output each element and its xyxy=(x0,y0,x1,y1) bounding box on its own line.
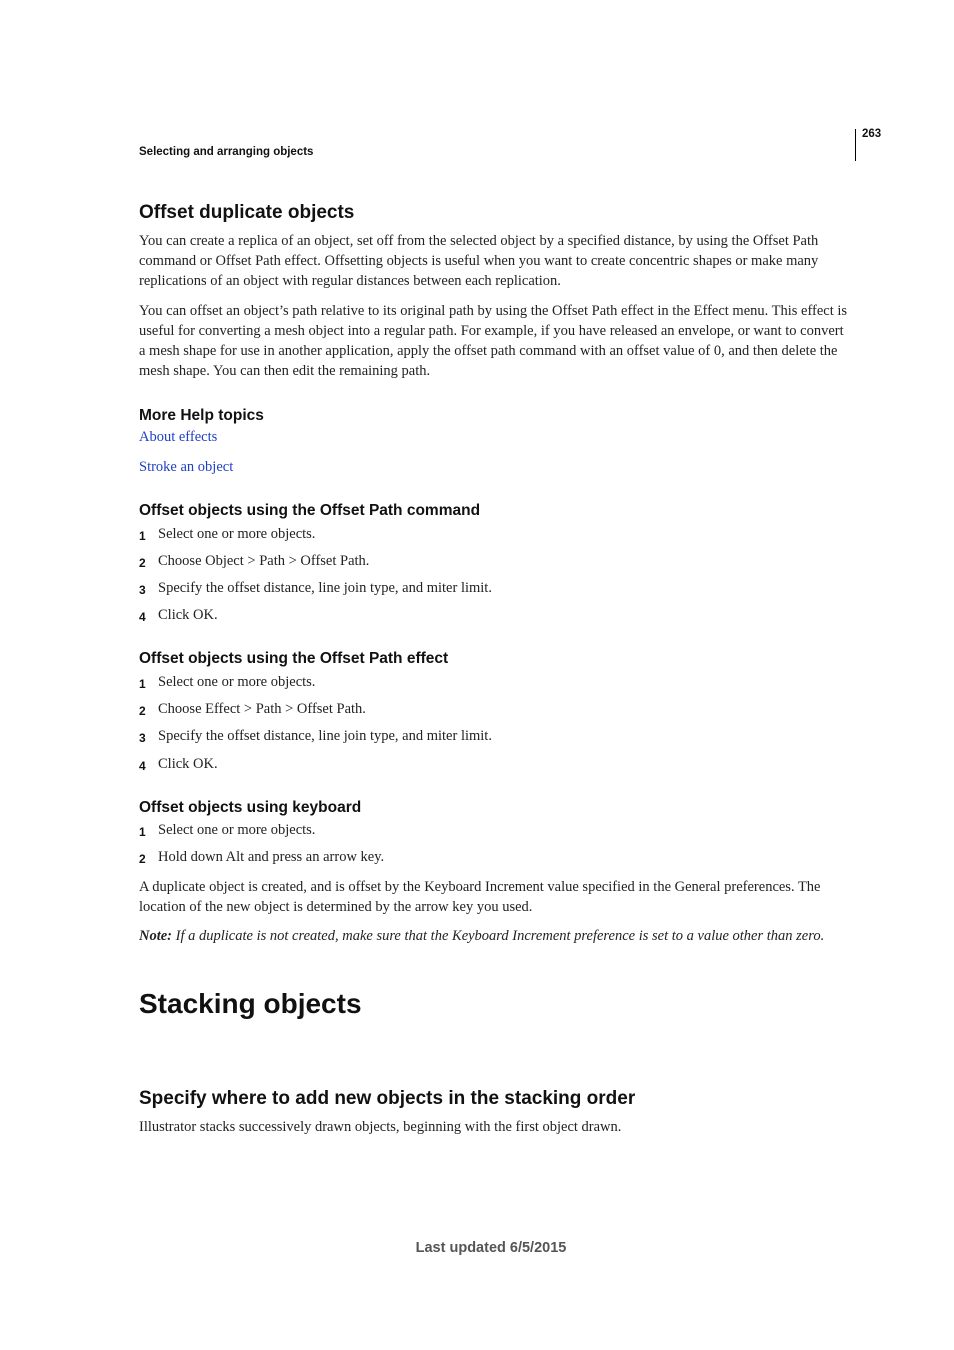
running-header: Selecting and arranging objects xyxy=(139,146,314,158)
step-text: Click OK. xyxy=(158,756,218,772)
section-title-stacking-order: Specify where to add new objects in the stacking order xyxy=(139,1088,636,1109)
step-text: Choose Effect > Path > Offset Path. xyxy=(158,701,366,717)
link-stroke-an-object[interactable]: Stroke an object xyxy=(139,459,234,475)
step-number: 4 xyxy=(139,759,146,773)
step-number: 2 xyxy=(139,556,146,570)
section-title-offset-path-effect: Offset objects using the Offset Path effect xyxy=(139,650,449,667)
step-text: Specify the offset distance, line join type, and miter limit. xyxy=(158,580,492,596)
section-title-offset-path-command: Offset objects using the Offset Path command xyxy=(139,502,481,519)
step-number: 1 xyxy=(139,825,146,839)
link-about-effects[interactable]: About effects xyxy=(139,429,218,445)
step-number: 1 xyxy=(139,677,146,691)
offset-intro-paragraph: You can create a replica of an object, set off from the selected object by a specified distance, by using the Offset Path command or Offset Path effect. Offsetting objects is useful when you want to create concentric shapes or make many replications of an object with regular distances between each replication. xyxy=(139,233,819,289)
note-label: Note: xyxy=(139,928,173,944)
step-number: 3 xyxy=(139,583,146,597)
stacking-paragraph: Illustrator stacks successively drawn objects, beginning with the first object drawn. xyxy=(139,1119,622,1135)
step-number: 1 xyxy=(139,529,146,543)
page-number: 263 xyxy=(862,128,882,140)
help-topics-title: More Help topics xyxy=(139,407,264,424)
section-title-offset-keyboard: Offset objects using keyboard xyxy=(139,799,362,816)
step-text: Click OK. xyxy=(158,607,218,623)
step-number: 4 xyxy=(139,610,146,624)
keyboard-result-paragraph: A duplicate object is created, and is offset by the Keyboard Increment value specified in the General preferences. The location of the new object is determined by the arrow key you used. xyxy=(139,879,821,915)
offset-path-effect-paragraph: You can offset an object’s path relative to its original path by using the Offset Path effect in the Effect menu. This effect is useful for converting a mesh object into a regular path. For example, if you have released an envelope, or want to convert a mesh shape for use in another application, apply the offset path command with an offset value of 0, and then delete the mesh shape. You can then edit the remaining path. xyxy=(139,303,848,379)
step-text: Specify the offset distance, line join type, and miter limit. xyxy=(158,728,492,744)
step-text: Choose Object > Path > Offset Path. xyxy=(158,553,370,569)
step-number: 2 xyxy=(139,852,146,866)
step-text: Select one or more objects. xyxy=(158,674,316,690)
chapter-title-stacking-objects: Stacking objects xyxy=(139,988,362,1019)
step-number: 3 xyxy=(139,731,146,745)
header-divider xyxy=(855,129,856,161)
note xyxy=(139,926,851,946)
step-number: 2 xyxy=(139,704,146,718)
step-text: Hold down Alt and press an arrow key. xyxy=(158,849,385,865)
step-text: Select one or more objects. xyxy=(158,526,316,542)
note-text: If a duplicate is not created, make sure that the Keyboard Increment preference is set to a value other than zero. xyxy=(175,928,825,944)
footer-last-updated: Last updated 6/5/2015 xyxy=(415,1240,567,1256)
section-title-offset-duplicate: Offset duplicate objects xyxy=(139,202,355,223)
step-text: Select one or more objects. xyxy=(158,822,316,838)
